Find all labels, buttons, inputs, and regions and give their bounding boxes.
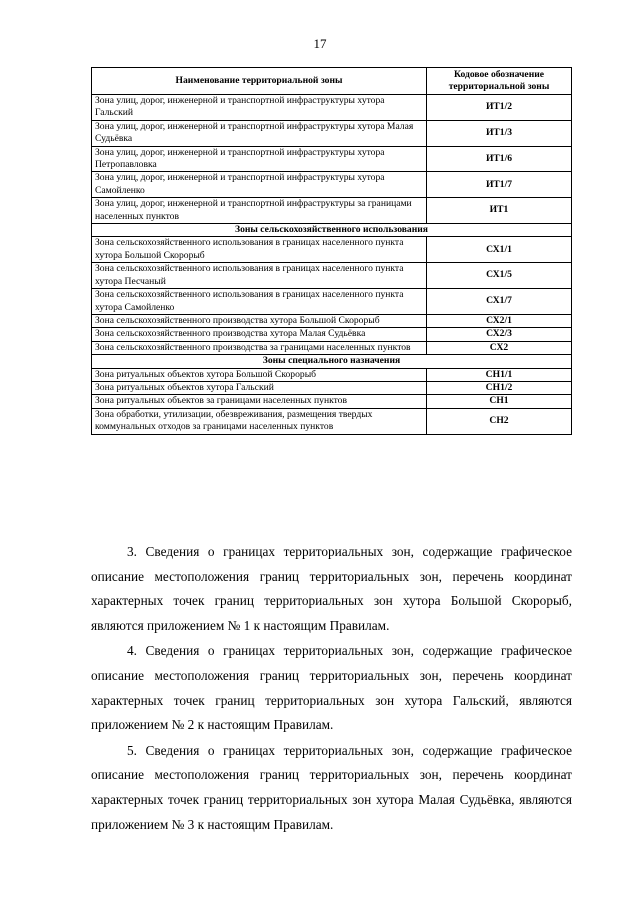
- zone-code-cell: ИТ1: [427, 198, 572, 224]
- zone-name-cell: Зона улиц, дорог, инженерной и транспортной инфраструктуры хутора Малая Судьёвка: [92, 120, 427, 146]
- table-section-row: [92, 224, 572, 237]
- table-body: [92, 95, 572, 435]
- zone-code-cell: СН1: [427, 395, 572, 408]
- section-heading: Зоны сельскохозяйственного использования: [92, 224, 572, 237]
- body-text: [91, 540, 572, 838]
- table-row: [92, 237, 572, 263]
- table-row: [92, 198, 572, 224]
- zone-code-cell: ИТ1/3: [427, 120, 572, 146]
- header-zone-name: Наименование территориальной зоны: [92, 68, 427, 95]
- zone-name-cell: Зона улиц, дорог, инженерной и транспортной инфраструктуры хутора Гальский: [92, 95, 427, 121]
- table-row: [92, 120, 572, 146]
- table-row: [92, 408, 572, 434]
- table-row: [92, 328, 572, 341]
- zone-code-cell: СН1/1: [427, 368, 572, 381]
- zones-table: [91, 67, 572, 435]
- table-row: [92, 95, 572, 121]
- zone-name-cell: Зона ритуальных объектов за границами населенных пунктов: [92, 395, 427, 408]
- table-row: [92, 146, 572, 172]
- zone-name-cell: Зона улиц, дорог, инженерной и транспортной инфраструктуры за границами населенных пунктов: [92, 198, 427, 224]
- zone-name-cell: Зона обработки, утилизации, обезвреживания, размещения твердых коммунальных отходов за границами населенных пунктов: [92, 408, 427, 434]
- zone-name-cell: Зона сельскохозяйственного использования в границах населенного пункта хутора Песчаный: [92, 263, 427, 289]
- zone-name-cell: Зона сельскохозяйственного производства хутора Большой Скорорыб: [92, 314, 427, 327]
- zone-name-cell: Зона улиц, дорог, инженерной и транспортной инфраструктуры хутора Самойленко: [92, 172, 427, 198]
- zone-code-cell: ИТ1/7: [427, 172, 572, 198]
- zone-code-cell: СХ1/5: [427, 263, 572, 289]
- zone-code-cell: ИТ1/2: [427, 95, 572, 121]
- zone-name-cell: Зона улиц, дорог, инженерной и транспортной инфраструктуры хутора Петропавловка: [92, 146, 427, 172]
- zone-code-cell: СХ2: [427, 341, 572, 354]
- zone-name-cell: Зона ритуальных объектов хутора Гальский: [92, 381, 427, 394]
- zone-code-cell: СН2: [427, 408, 572, 434]
- table-section-row: [92, 355, 572, 368]
- header-zone-code: Кодовое обозначение территориальной зоны: [427, 68, 572, 95]
- zone-name-cell: Зона сельскохозяйственного производства хутора Малая Судьёвка: [92, 328, 427, 341]
- page-number: 17: [313, 36, 327, 51]
- zone-name-cell: Зона сельскохозяйственного использования в границах населенного пункта хутора Самойленко: [92, 289, 427, 315]
- table-row: [92, 263, 572, 289]
- table-row: [92, 368, 572, 381]
- table-row: [92, 381, 572, 394]
- zone-name-cell: Зона ритуальных объектов хутора Большой Скорорыб: [92, 368, 427, 381]
- paragraph-5: 5. Сведения о границах территориальных зон, содержащие графическое описание местоположения границ территориальных зон, перечень координат характерных точек границ территориальных зон хутора Малая Судьёвка, являются приложением № 3 к настоящим Правилам.: [91, 742, 572, 832]
- zone-name-cell: Зона сельскохозяйственного производства за границами населенных пунктов: [92, 341, 427, 354]
- zone-code-cell: ИТ1/6: [427, 146, 572, 172]
- table-header-row: [92, 68, 572, 95]
- paragraph-3: 3. Сведения о границах территориальных зон, содержащие графическое описание местоположения границ территориальных зон, перечень координат характерных точек границ территориальных зон хутора Большой Скорорыб, являются приложением № 1 к настоящим Правилам.: [91, 544, 572, 633]
- zone-code-cell: СХ1/7: [427, 289, 572, 315]
- zone-code-cell: СХ2/3: [427, 328, 572, 341]
- zone-code-cell: СН1/2: [427, 381, 572, 394]
- table-row: [92, 341, 572, 354]
- section-heading: Зоны специального назначения: [92, 355, 572, 368]
- table-row: [92, 289, 572, 315]
- paragraph-4: 4. Сведения о границах территориальных зон, содержащие графическое описание местоположения границ территориальных зон, перечень координат характерных точек границ территориальных зон хутора Гальский, являются приложением № 2 к настоящим Правилам.: [91, 643, 572, 733]
- zone-code-cell: СХ1/1: [427, 237, 572, 263]
- table-row: [92, 314, 572, 327]
- table-row: [92, 172, 572, 198]
- zone-name-cell: Зона сельскохозяйственного использования в границах населенного пункта хутора Большой Скорорыб: [92, 237, 427, 263]
- table-row: [92, 395, 572, 408]
- zone-code-cell: СХ2/1: [427, 314, 572, 327]
